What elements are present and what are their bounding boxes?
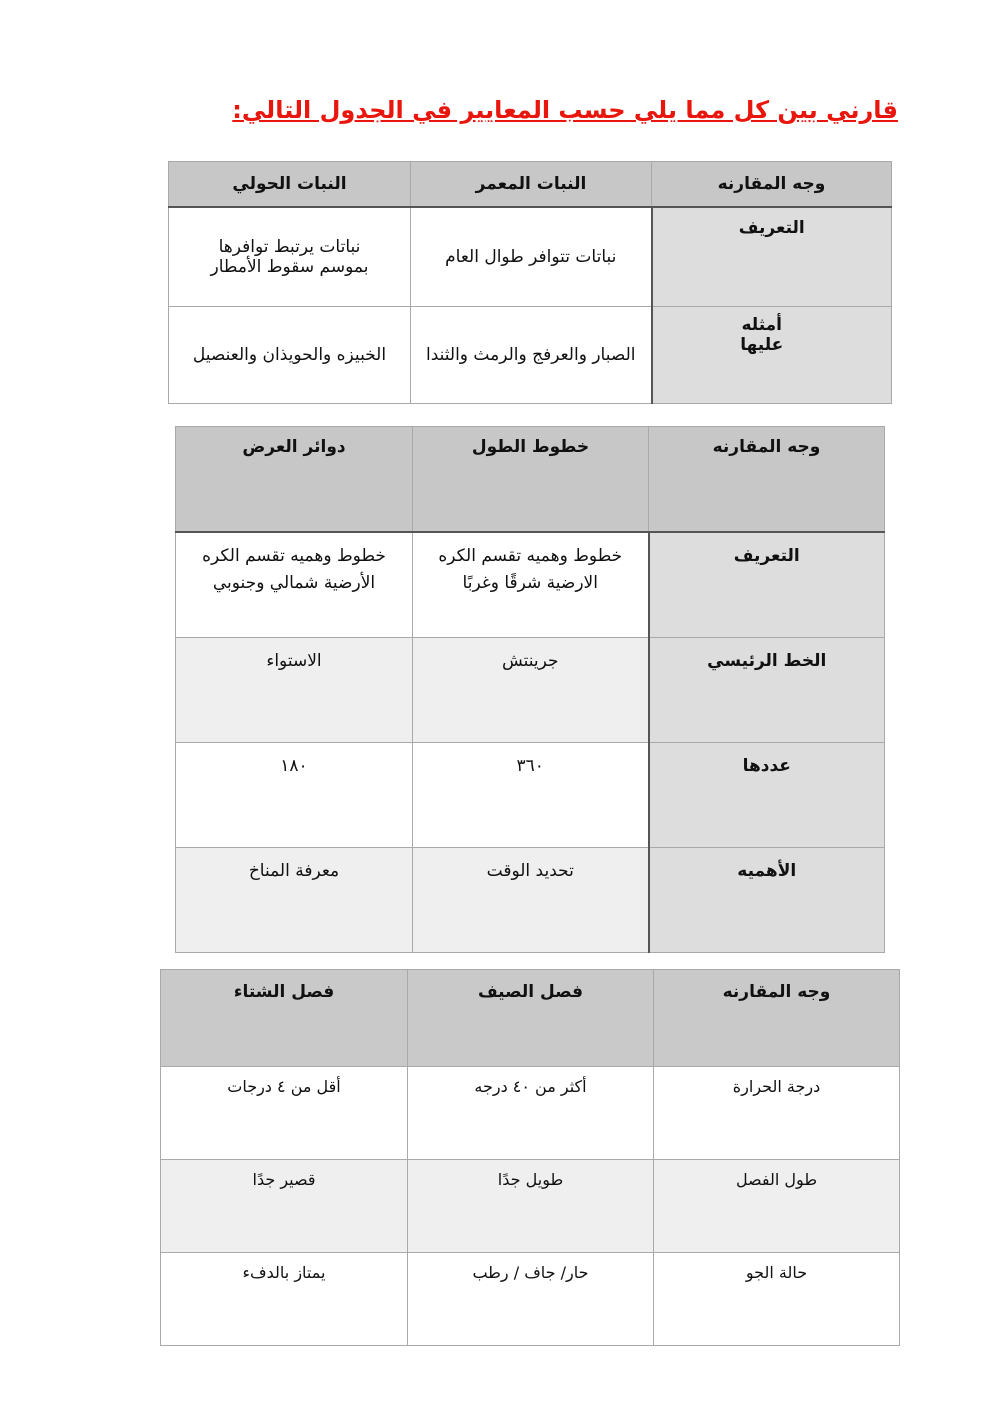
cell-value: ١٨٠ bbox=[176, 743, 413, 848]
row-label: التعريف bbox=[652, 207, 892, 307]
cell-value: نباتات تتوافر طوال العام bbox=[411, 207, 652, 307]
worksheet-instruction: قارني بين كل مما يلي حسب المعايير في الجدول التالي: bbox=[232, 96, 898, 124]
cell-value: خطوط وهميه تقسم الكره الارضية شرقًا وغربًا bbox=[413, 532, 649, 638]
table-row bbox=[161, 1253, 900, 1346]
row-label: الأهميه bbox=[649, 848, 885, 953]
header-annual: النبات الحولي bbox=[169, 162, 411, 208]
header-longitude: خطوط الطول bbox=[413, 427, 649, 533]
table-row bbox=[169, 307, 892, 404]
cell-value: تحديد الوقت bbox=[413, 848, 649, 953]
cell-value: أكثر من ٤٠ درجه bbox=[408, 1067, 654, 1160]
table-row bbox=[169, 207, 892, 307]
row-label: التعريف bbox=[649, 532, 885, 638]
header-comparison: وجه المقارنه bbox=[654, 970, 900, 1067]
table-row bbox=[176, 743, 885, 848]
table-row bbox=[161, 1067, 900, 1160]
seasons-comparison-table bbox=[160, 969, 900, 1346]
row-label: أمثله عليها bbox=[652, 307, 892, 404]
table-row bbox=[161, 1160, 900, 1253]
cell-value: حار/ جاف / رطب bbox=[408, 1253, 654, 1346]
plants-comparison-table bbox=[168, 161, 892, 404]
cell-value: طويل جدًا bbox=[408, 1160, 654, 1253]
table-row bbox=[176, 532, 885, 638]
cell-value: نباتات يرتبط توافرها بموسم سقوط الأمطار bbox=[169, 207, 411, 307]
cell-value: جرينتش bbox=[413, 638, 649, 743]
cell-value: خطوط وهميه تقسم الكره الأرضية شمالي وجنوبي bbox=[176, 532, 413, 638]
header-latitude: دوائر العرض bbox=[176, 427, 413, 533]
cell-value: الاستواء bbox=[176, 638, 413, 743]
header-summer: فصل الصيف bbox=[408, 970, 654, 1067]
cell-value: معرفة المناخ bbox=[176, 848, 413, 953]
row-label: حالة الجو bbox=[654, 1253, 900, 1346]
row-label: درجة الحرارة bbox=[654, 1067, 900, 1160]
cell-value: يمتاز بالدفء bbox=[161, 1253, 408, 1346]
header-winter: فصل الشتاء bbox=[161, 970, 408, 1067]
longitude-latitude-table bbox=[175, 426, 885, 953]
cell-value: الخبيزه والحويذان والعنصيل bbox=[169, 307, 411, 404]
cell-value: أقل من ٤ درجات bbox=[161, 1067, 408, 1160]
table-row bbox=[176, 848, 885, 953]
row-label: عددها bbox=[649, 743, 885, 848]
header-comparison: وجه المقارنه bbox=[652, 162, 892, 208]
cell-value: قصير جدًا bbox=[161, 1160, 408, 1253]
row-label: طول الفصل bbox=[654, 1160, 900, 1253]
cell-value: ٣٦٠ bbox=[413, 743, 649, 848]
cell-value: الصبار والعرفج والرمث والثندا bbox=[411, 307, 652, 404]
header-perennial: النبات المعمر bbox=[411, 162, 652, 208]
row-label: الخط الرئيسي bbox=[649, 638, 885, 743]
header-comparison: وجه المقارنه bbox=[649, 427, 885, 533]
table-row bbox=[176, 638, 885, 743]
